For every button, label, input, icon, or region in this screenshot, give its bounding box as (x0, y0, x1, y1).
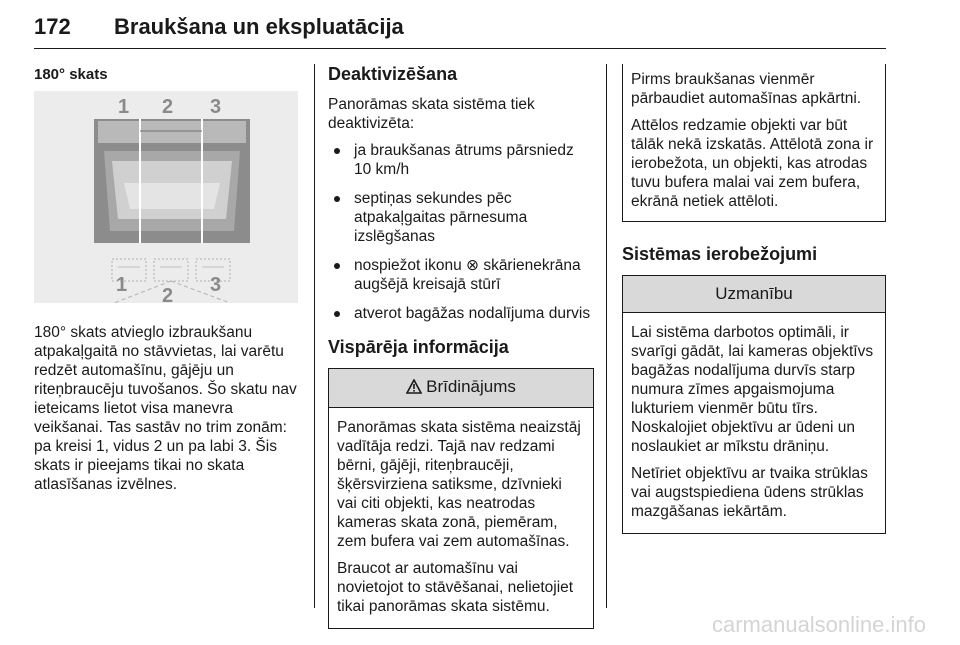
warning-icon (406, 379, 422, 399)
warning-paragraph: Braucot ar automašīnu vai novietojot to stāvēšanai, nelietojiet tikai panorāmas skata sistēmu. (337, 560, 574, 615)
column-divider-2 (606, 64, 607, 608)
bullet-icon (334, 263, 340, 269)
caution-body (623, 313, 885, 533)
paragraph-180-view: 180° skats atvieglo izbraukšanu atpakaļgaitā no stāvvietas, lai varētu redzēt automašīnu, gājēju un riteņbraucēju tuvošanos. Šo skatu nav ieteicams lietot visa manevra veikšanai. Tas sastāv no trim zonām: pa kreisi 1, vidus 2 un pa labi 3. Šis skats ir pieejams tikai no skata atlasīšanas izvēlnes. (34, 324, 297, 493)
column-divider-1 (314, 64, 315, 608)
deactivation-intro: Panorāmas skata sistēma tiek deaktivizēta: (328, 96, 535, 132)
warning-paragraph: Attēlos redzamie objekti var būt tālāk nekā izskatās. Attēlotā zona ir ierobežota, un objekti, kas atrodas tuvu bufera malai vai zem bufera, ekrānā netiek attēloti. (631, 117, 874, 210)
page-number: 172 (34, 14, 71, 39)
camera-view-drawing (34, 91, 298, 303)
bullet-icon (334, 196, 340, 202)
caution-paragraph: Lai sistēma darbotos optimāli, ir svarīgi gādāt, lai kameras objektīvs bagāžas nodalījuma durvīs starp numura zīmes apgaismojuma lukturiem vienmēr būtu tīrs. Noskalojiet objektīvu ar ūdeni un noslaukiet ar mīkstu drāniņu. (631, 324, 874, 455)
zone-label-top-3: 3 (210, 96, 222, 118)
warning-box (328, 368, 594, 629)
list-item: atverot bagāžas nodalījuma durvis (328, 304, 594, 323)
caution-paragraph: Netīriet objektīvu ar tvaika strūklas vai augstspiediena ūdens strūklas mazgāšanas iekārtām. (631, 465, 868, 520)
section-heading-general-info: Vispārēja informācija (328, 337, 509, 357)
zone-label-bottom-3: 3 (210, 274, 222, 296)
warning-header (329, 369, 593, 408)
bullet-icon (334, 148, 340, 154)
header-rule (34, 48, 886, 49)
section-heading-system-limits: Sistēmas ierobežojumi (622, 244, 818, 264)
deactivation-list (328, 141, 594, 323)
column-2 (328, 64, 594, 645)
page-header (34, 6, 886, 46)
caution-box (622, 275, 886, 534)
page-title: Braukšana un ekspluatācija (114, 14, 404, 39)
column-1 (34, 64, 302, 502)
list-item: septiņas sekundes pēc atpakaļgaitas pārnesuma izslēgšanas (328, 189, 594, 246)
warning-title: Brīdinājums (426, 377, 516, 396)
camera-view-illustration (34, 91, 298, 303)
zone-label-bottom-2: 2 (162, 285, 174, 303)
zone-label-top-1: 1 (118, 96, 130, 118)
zone-label-top-2: 2 (162, 96, 174, 118)
warning-paragraph: Panorāmas skata sistēma neaizstāj vadītāja redzi. Tajā nav redzami bērni, gājēji, riteņbraucēji, šķērsvirziena satiksme, dzīvnieki vai citi objekti, kas neatrodas kameras skata zonā, piemēram, zem bufera vai zem automašīnas. (337, 419, 581, 550)
watermark: carmanualsonline.info (711, 612, 926, 637)
warning-box-continuation (622, 64, 886, 222)
zone-label-bottom-1: 1 (116, 274, 128, 296)
column-3 (622, 64, 886, 550)
warning-paragraph: Pirms braukšanas vienmēr pārbaudiet automašīnas apkārtni. (631, 71, 862, 107)
caution-header: Uzmanību (623, 276, 885, 313)
list-item: ja braukšanas ātrums pārsniedz 10 km/h (328, 141, 594, 179)
section-heading-deactivation: Deaktivizēšana (328, 64, 458, 84)
warning-body (329, 408, 593, 628)
list-item: nospiežot ikonu ⊗ skārienekrāna augšējā kreisajā stūrī (328, 256, 594, 294)
bullet-icon (334, 311, 340, 317)
section-heading-180-view: 180° skats (34, 66, 108, 83)
